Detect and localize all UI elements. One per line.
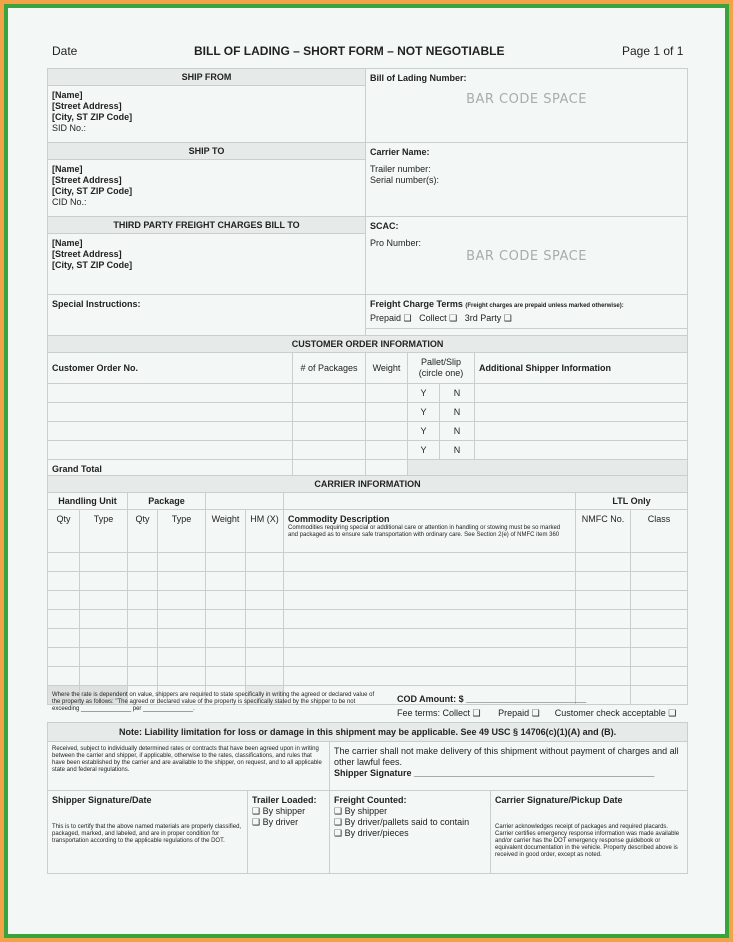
class-col: Class	[631, 510, 688, 553]
customer-order-col: Customer Order No.	[48, 353, 293, 384]
freight-counted-label: Freight Counted:	[334, 795, 407, 805]
hm-col: HM (X)	[246, 510, 284, 553]
trailer-by-driver-checkbox[interactable]: ❑ By driver	[252, 817, 299, 827]
page-number: Page 1 of 1	[622, 44, 684, 58]
received-text: Received, subject to individually determined rates or contracts that have been agreed upon in writing between the carrier and shipper, if applicable, otherwise to the rates, classifications, and rules that have been established by the carrier and are available to the shipper, on request, and to all applicable state and federal regulations.	[48, 742, 330, 791]
trailer-loaded-label: Trailer Loaded:	[252, 795, 317, 805]
nmfc-col: NMFC No.	[576, 510, 631, 553]
carrier-signature-date[interactable]: Carrier Signature/Pickup Date	[495, 795, 623, 805]
carrier-row	[48, 629, 688, 648]
qty-col: Qty	[48, 510, 80, 553]
third-party-heading: THIRD PARTY FREIGHT CHARGES BILL TO	[48, 217, 366, 234]
commodity-note: Commodities requiring special or additional care or attention in handling or stowing must be so marked and packaged as to ensure safe transportation with ordinary care. See Section 2(e) of NMFC item 360	[288, 525, 561, 538]
freight-terms-label: Freight Charge Terms	[370, 299, 463, 309]
carrier-row	[48, 572, 688, 591]
customer-check-checkbox[interactable]: Customer check acceptable ❑	[554, 708, 677, 718]
carrier-acknowledgement: Carrier acknowledges receipt of packages and required placards. Carrier certifies emergency response information was made available and/or carrier has the DOT emergency response guidebook or equivalent documentation in the vehicle. Property described above is received in good order, except as noted.	[495, 824, 680, 858]
pro-number[interactable]: Pro Number:	[370, 238, 422, 248]
ltl-only-header: LTL Only	[576, 493, 688, 510]
package-qty-col: Qty	[128, 510, 158, 553]
package-type-col: Type	[158, 510, 206, 553]
order-row	[48, 422, 688, 441]
ship-to-street[interactable]: [Street Address]	[52, 175, 122, 185]
yes-option[interactable]: Y	[408, 384, 440, 403]
ship-from-name[interactable]: [Name]	[52, 90, 83, 100]
carrier-delivery-note: The carrier shall not make delivery of this shipment without payment of charges and all other lawful fees.	[334, 746, 679, 767]
fee-prepaid-checkbox[interactable]: Prepaid ❑	[498, 708, 540, 718]
third-party-street[interactable]: [Street Address]	[52, 249, 122, 259]
shipper-signature-date[interactable]: Shipper Signature/Date	[52, 795, 152, 805]
no-option[interactable]: N	[440, 441, 475, 460]
cod-amount[interactable]: COD Amount: $ ________________________	[397, 694, 587, 704]
yes-option[interactable]: Y	[408, 422, 440, 441]
scac-label: SCAC:	[370, 221, 399, 231]
weight-col: Weight	[366, 353, 408, 384]
collect-checkbox[interactable]: Collect ❑	[419, 313, 458, 323]
package-header: Package	[128, 493, 206, 510]
fc-by-shipper-checkbox[interactable]: ❑ By shipper	[334, 806, 388, 816]
grand-total-label: Grand Total	[48, 460, 293, 479]
address-table	[47, 68, 688, 352]
type-col: Type	[80, 510, 128, 553]
yes-option[interactable]: Y	[408, 403, 440, 422]
no-option[interactable]: N	[440, 422, 475, 441]
fc-by-pallets-checkbox[interactable]: ❑ By driver/pallets said to contain	[334, 817, 470, 827]
carrier-row	[48, 553, 688, 572]
no-option[interactable]: N	[440, 403, 475, 422]
ship-from-street[interactable]: [Street Address]	[52, 101, 122, 111]
carrier-row	[48, 610, 688, 629]
cid-number[interactable]: CID No.:	[52, 197, 87, 207]
date-label: Date	[52, 44, 78, 58]
packages-col: # of Packages	[293, 353, 366, 384]
declared-value-note: Where the rate is dependent on value, shippers are required to state specifically in writing the agreed or declared value of the property as follows: "The agreed or declared value of the property is specifically stated by the shipper to be not exceeding _______________ per _______________.	[52, 692, 375, 712]
carrier-info-heading: CARRIER INFORMATION	[48, 476, 688, 493]
form-title: BILL OF LADING – SHORT FORM – NOT NEGOTIABLE	[194, 44, 505, 58]
customer-order-table	[47, 335, 688, 479]
order-row	[48, 441, 688, 460]
handling-unit-header: Handling Unit	[48, 493, 128, 510]
carrier-row	[48, 648, 688, 667]
serial-numbers[interactable]: Serial number(s):	[370, 175, 440, 185]
ship-from-heading: SHIP FROM	[48, 69, 366, 86]
carrier-row	[48, 591, 688, 610]
liability-note: Note: Liability limitation for loss or damage in this shipment may be applicable. See 49 USC § 14706(c)(1)(A) and (B).	[48, 723, 688, 742]
third-party-checkbox[interactable]: 3rd Party ❑	[464, 313, 512, 323]
carrier-name-label: Carrier Name:	[370, 147, 430, 157]
prepaid-checkbox[interactable]: Prepaid ❑	[370, 313, 412, 323]
bol-barcode-space: BAR CODE SPACE	[466, 92, 587, 107]
ship-from-city[interactable]: [City, ST ZIP Code]	[52, 112, 133, 122]
shipper-certification: This is to certify that the above named materials are properly classified, packaged, marked, and labeled, and are in proper condition for transportation according to the applicable regulations of the DOT.	[52, 824, 242, 844]
customer-order-heading: CUSTOMER ORDER INFORMATION	[48, 336, 688, 353]
trailer-number[interactable]: Trailer number:	[370, 164, 431, 174]
ship-to-city[interactable]: [City, ST ZIP Code]	[52, 186, 133, 196]
fee-terms	[397, 708, 676, 719]
commodity-col: Commodity Description Commodities requiring special or additional care or attention in handling or stowing must be so marked and packaged as to ensure safe transportation with ordinary care. See Section 2(e) of NMFC item 360	[284, 510, 576, 553]
signature-table	[47, 722, 688, 874]
bol-number-label: Bill of Lading Number:	[370, 73, 467, 83]
third-party-name[interactable]: [Name]	[52, 238, 83, 248]
weight-col: Weight	[206, 510, 246, 553]
carrier-row	[48, 667, 688, 686]
additional-info-col: Additional Shipper Information	[475, 353, 688, 384]
ship-to-heading: SHIP TO	[48, 143, 366, 160]
carrier-info-table	[47, 475, 688, 705]
order-row	[48, 403, 688, 422]
freight-terms-note: (Freight charges are prepaid unless marked otherwise):	[465, 303, 624, 309]
no-option[interactable]: N	[440, 384, 475, 403]
fc-by-pieces-checkbox[interactable]: ❑ By driver/pieces	[334, 828, 409, 838]
pro-barcode-space: BAR CODE SPACE	[466, 249, 587, 264]
order-row	[48, 384, 688, 403]
pallet-slip-col: Pallet/Slip (circle one)	[408, 353, 475, 384]
third-party-city[interactable]: [City, ST ZIP Code]	[52, 260, 133, 270]
shipper-signature-line[interactable]: Shipper Signature ________________________________________________	[334, 768, 655, 778]
sid-number[interactable]: SID No.:	[52, 123, 87, 133]
ship-to-name[interactable]: [Name]	[52, 164, 83, 174]
yes-option[interactable]: Y	[408, 441, 440, 460]
fee-collect-checkbox[interactable]: Fee terms: Collect ❑	[397, 708, 481, 718]
trailer-by-shipper-checkbox[interactable]: ❑ By shipper	[252, 806, 306, 816]
special-instructions-label: Special Instructions:	[52, 299, 141, 309]
